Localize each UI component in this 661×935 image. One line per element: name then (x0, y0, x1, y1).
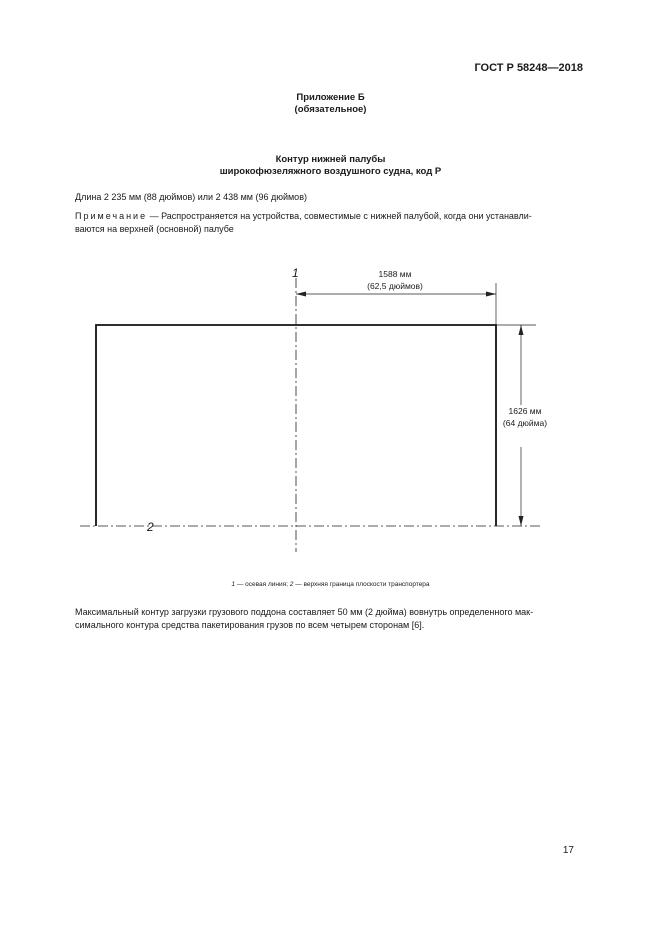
appendix-title: Приложение Б (296, 92, 365, 103)
legend-text-2: — верхняя граница плоскости транспортера (293, 581, 430, 588)
note-text-1: — Распространяется на устройства, совместимые с нижней палубой, когда они устанавли- (147, 211, 532, 221)
note-label: Примечание (75, 211, 148, 221)
legend-num-2: 2 (289, 581, 294, 588)
standard-code: ГОСТ Р 58248—2018 (474, 62, 583, 74)
body-text-line1: Максимальный контур загрузки грузового поддона составляет 50 мм (2 дюйма) вовнутрь определенного мак- (75, 607, 534, 617)
width-arrow-left (296, 292, 306, 297)
height-dim-line2: (64 дюйма) (502, 418, 548, 428)
width-dim-line1: 1588 мм (378, 269, 412, 279)
width-dim-line2: (62,5 дюймов) (367, 281, 423, 291)
height-dim-line1: 1626 мм (508, 406, 542, 416)
width-arrow-right (486, 292, 496, 297)
marker-1: 1 (292, 266, 299, 280)
body-text-line2: симального контура средства пакетирования грузов по всем четырем сторонам [6]. (75, 620, 425, 630)
page-number: 17 (562, 845, 574, 856)
section-title-line2: широкофюзеляжного воздушного судна, код Р (219, 166, 442, 177)
note-line2: ваются на верхней (основной) палубе (75, 224, 234, 234)
legend-text-1: — осевая линия; (235, 581, 290, 588)
marker-2: 2 (147, 520, 154, 534)
appendix-status: (обязательное) (294, 104, 367, 115)
section-title-line1: Контур нижней палубы (275, 154, 386, 165)
height-arrow-bottom (519, 516, 524, 526)
length-text: Длина 2 235 мм (88 дюймов) или 2 438 мм (96 дюймов) (75, 192, 307, 202)
legend-num-1: 1 (231, 581, 236, 588)
figure-legend (0, 581, 661, 588)
height-arrow-top (519, 325, 524, 335)
